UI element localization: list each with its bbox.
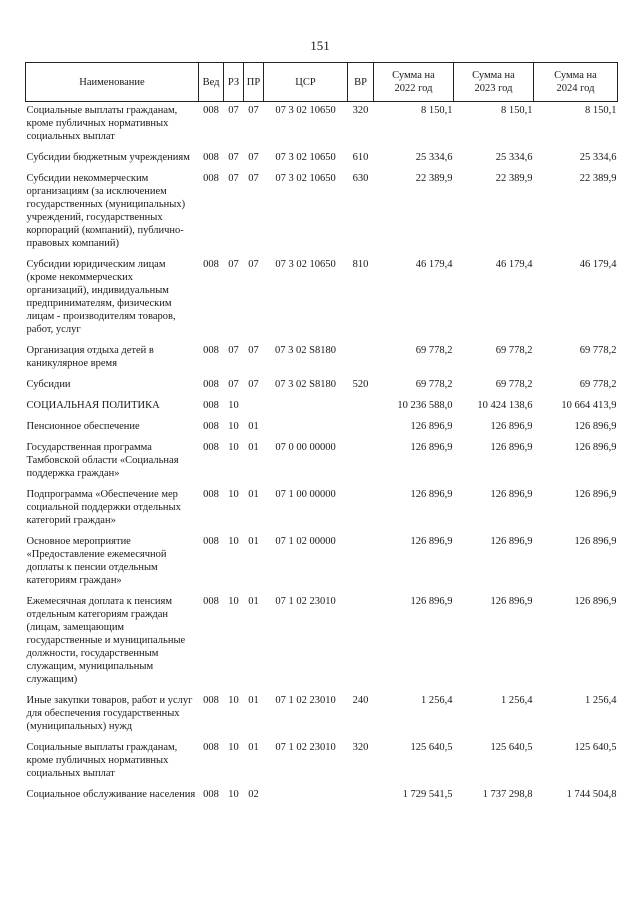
table-row [26,486,618,533]
cell-rz: 07 [228,379,239,390]
cell-csr [264,418,348,439]
header-vr: ВР [348,63,374,102]
cell-vr: 240 [352,695,369,706]
cell-sum-2024: 22 389,9 [579,173,617,184]
cell-sum-2024: 126 896,9 [574,489,617,500]
cell-name: Субсидии [26,379,71,390]
cell-vr [348,593,374,692]
table-row [26,439,618,486]
cell-sum-2022: 126 896,9 [410,442,453,453]
cell-sum-2023: 126 896,9 [490,596,533,607]
cell-rz: 10 [228,695,239,706]
cell-ved: 008 [203,400,219,411]
table-body [26,102,618,808]
cell-csr: 07 3 02 10650 [275,152,336,163]
cell-name: Иные закупки товаров, работ и услуг для обеспечения государственных (муниципальных) нужд [26,695,193,732]
cell-sum-2023: 126 896,9 [490,536,533,547]
cell-pr: 01 [248,421,259,432]
cell-csr: 07 1 02 00000 [275,536,336,547]
cell-name: Субсидии бюджетным учреждениям [26,152,190,163]
cell-sum-2023: 46 179,4 [495,259,533,270]
cell-rz: 07 [228,173,239,184]
cell-sum-2023: 1 737 298,8 [482,789,533,800]
cell-ved: 008 [203,442,219,453]
cell-vr [348,439,374,486]
cell-pr: 01 [248,742,259,753]
cell-pr: 07 [248,345,259,356]
cell-sum-2022: 1 729 541,5 [402,789,453,800]
cell-ved: 008 [203,536,219,547]
cell-vr [348,533,374,593]
cell-sum-2024: 69 778,2 [579,379,617,390]
cell-vr: 320 [352,105,369,116]
cell-sum-2022: 1 256,4 [421,695,453,706]
cell-sum-2024: 126 896,9 [574,421,617,432]
cell-vr [348,342,374,376]
cell-ved: 008 [203,345,219,356]
table-row [26,692,618,739]
cell-ved: 008 [203,259,219,270]
cell-pr: 07 [248,152,259,163]
cell-rz: 10 [228,442,239,453]
cell-sum-2023: 126 896,9 [490,489,533,500]
cell-csr: 07 1 00 00000 [275,489,336,500]
cell-sum-2022: 22 389,9 [415,173,453,184]
header-sum-2024: Сумма на 2024 год [534,63,618,102]
cell-ved: 008 [203,379,219,390]
cell-sum-2024: 10 664 413,9 [561,400,617,411]
cell-csr: 07 1 02 23010 [275,596,336,607]
cell-pr [244,397,264,418]
cell-name: Социальное обслуживание населения [26,789,196,800]
cell-sum-2022: 126 896,9 [410,596,453,607]
cell-sum-2023: 126 896,9 [490,421,533,432]
table-row [26,102,618,150]
cell-sum-2024: 126 896,9 [574,596,617,607]
cell-sum-2024: 1 256,4 [585,695,617,706]
table-row [26,397,618,418]
cell-rz: 10 [228,421,239,432]
cell-sum-2023: 69 778,2 [495,345,533,356]
table-row [26,786,618,807]
cell-ved: 008 [203,152,219,163]
cell-rz: 10 [228,789,239,800]
cell-rz: 07 [228,259,239,270]
cell-sum-2024: 126 896,9 [574,442,617,453]
cell-rz: 07 [228,152,239,163]
cell-sum-2022: 126 896,9 [410,421,453,432]
header-csr: ЦСР [264,63,348,102]
cell-name: Государственная программа Тамбовской области «Социальная поддержка граждан» [26,442,179,479]
cell-vr [348,397,374,418]
cell-rz: 07 [228,345,239,356]
cell-pr: 07 [248,173,259,184]
cell-sum-2024: 46 179,4 [579,259,617,270]
header-name: Наименование [26,63,199,102]
cell-name: Социальные выплаты гражданам, кроме публичных нормативных социальных выплат [26,105,178,142]
cell-vr [348,418,374,439]
cell-rz: 10 [228,596,239,607]
cell-ved: 008 [203,789,219,800]
cell-pr: 01 [248,536,259,547]
cell-csr: 07 3 02 10650 [275,259,336,270]
cell-ved: 008 [203,489,219,500]
cell-pr: 02 [248,789,259,800]
cell-rz: 10 [228,400,239,411]
cell-sum-2023: 22 389,9 [495,173,533,184]
cell-sum-2022: 126 896,9 [410,536,453,547]
header-sum-2022: Сумма на 2022 год [374,63,454,102]
cell-name: Пенсионное обеспечение [26,421,140,432]
cell-pr: 07 [248,105,259,116]
cell-sum-2022: 8 150,1 [421,105,453,116]
table-row [26,170,618,256]
cell-vr: 610 [352,152,369,163]
cell-ved: 008 [203,173,219,184]
budget-table [25,62,618,807]
cell-sum-2022: 125 640,5 [410,742,453,753]
table-row [26,739,618,786]
cell-vr: 520 [352,379,369,390]
cell-name: Организация отдыха детей в каникулярное время [26,345,154,369]
cell-csr: 07 3 02 10650 [275,173,336,184]
cell-name: СОЦИАЛЬНАЯ ПОЛИТИКА [26,400,160,411]
cell-sum-2024: 69 778,2 [579,345,617,356]
header-pr: ПР [244,63,264,102]
cell-name: Субсидии некоммерческим организациям (за исключением государственных (муниципальных) учреждений, государственных корпораций (компаний), публично-правовых компаний) [26,173,186,249]
cell-sum-2022: 25 334,6 [415,152,453,163]
cell-pr: 01 [248,695,259,706]
cell-sum-2024: 8 150,1 [585,105,617,116]
table-row [26,149,618,170]
cell-sum-2023: 25 334,6 [495,152,533,163]
cell-ved: 008 [203,105,219,116]
cell-name: Социальные выплаты гражданам, кроме публичных нормативных социальных выплат [26,742,178,779]
cell-pr: 07 [248,259,259,270]
cell-sum-2024: 1 744 504,8 [566,789,617,800]
cell-csr: 07 3 02 10650 [275,105,336,116]
cell-vr [348,486,374,533]
cell-csr: 07 0 00 00000 [275,442,336,453]
cell-sum-2023: 125 640,5 [490,742,533,753]
header-sum-2023: Сумма на 2023 год [454,63,534,102]
cell-rz: 10 [228,536,239,547]
cell-sum-2024: 126 896,9 [574,536,617,547]
cell-vr: 630 [352,173,369,184]
cell-sum-2022: 69 778,2 [415,379,453,390]
cell-rz: 10 [228,742,239,753]
cell-sum-2024: 25 334,6 [579,152,617,163]
cell-name: Ежемесячная доплата к пенсиям отдельным категориям граждан (лицам, замещающим государственные и муниципальные должности, государственным служащим, муниципальным служащим) [26,596,186,685]
header-ved: Вед [199,63,224,102]
cell-pr: 01 [248,596,259,607]
table-header-row [26,63,618,102]
cell-csr: 07 3 02 S8180 [275,345,336,356]
cell-rz: 07 [228,105,239,116]
cell-sum-2023: 126 896,9 [490,442,533,453]
cell-sum-2023: 1 256,4 [501,695,533,706]
cell-sum-2024: 125 640,5 [574,742,617,753]
cell-csr: 07 1 02 23010 [275,695,336,706]
header-rz: РЗ [224,63,244,102]
cell-csr [264,786,348,807]
table-row [26,256,618,342]
table-row [26,593,618,692]
cell-pr: 07 [248,379,259,390]
table-row [26,418,618,439]
cell-name: Субсидии юридическим лицам (кроме некоммерческих организаций), индивидуальным предпринимателям, физическим лицам - производителям товаров, работ, услуг [26,259,176,335]
cell-pr: 01 [248,442,259,453]
cell-sum-2022: 10 236 588,0 [397,400,453,411]
cell-csr [264,397,348,418]
table-row [26,533,618,593]
table-row [26,342,618,376]
page-number: 151 [310,38,330,53]
cell-ved: 008 [203,742,219,753]
cell-ved: 008 [203,695,219,706]
cell-sum-2023: 8 150,1 [501,105,533,116]
cell-rz: 10 [228,489,239,500]
cell-sum-2022: 69 778,2 [415,345,453,356]
cell-ved: 008 [203,421,219,432]
cell-name: Подпрограмма «Обеспечение мер социальной поддержки отдельных категорий граждан» [26,489,181,526]
cell-sum-2023: 10 424 138,6 [477,400,533,411]
cell-csr: 07 1 02 23010 [275,742,336,753]
cell-csr: 07 3 02 S8180 [275,379,336,390]
cell-ved: 008 [203,596,219,607]
cell-vr: 320 [352,742,369,753]
table-row [26,376,618,397]
cell-sum-2022: 126 896,9 [410,489,453,500]
cell-vr [348,786,374,807]
cell-name: Основное мероприятие «Предоставление ежемесячной доплаты к пенсии отдельным категориям граждан» [26,536,167,586]
cell-vr: 810 [352,259,369,270]
cell-sum-2023: 69 778,2 [495,379,533,390]
cell-sum-2022: 46 179,4 [415,259,453,270]
cell-pr: 01 [248,489,259,500]
